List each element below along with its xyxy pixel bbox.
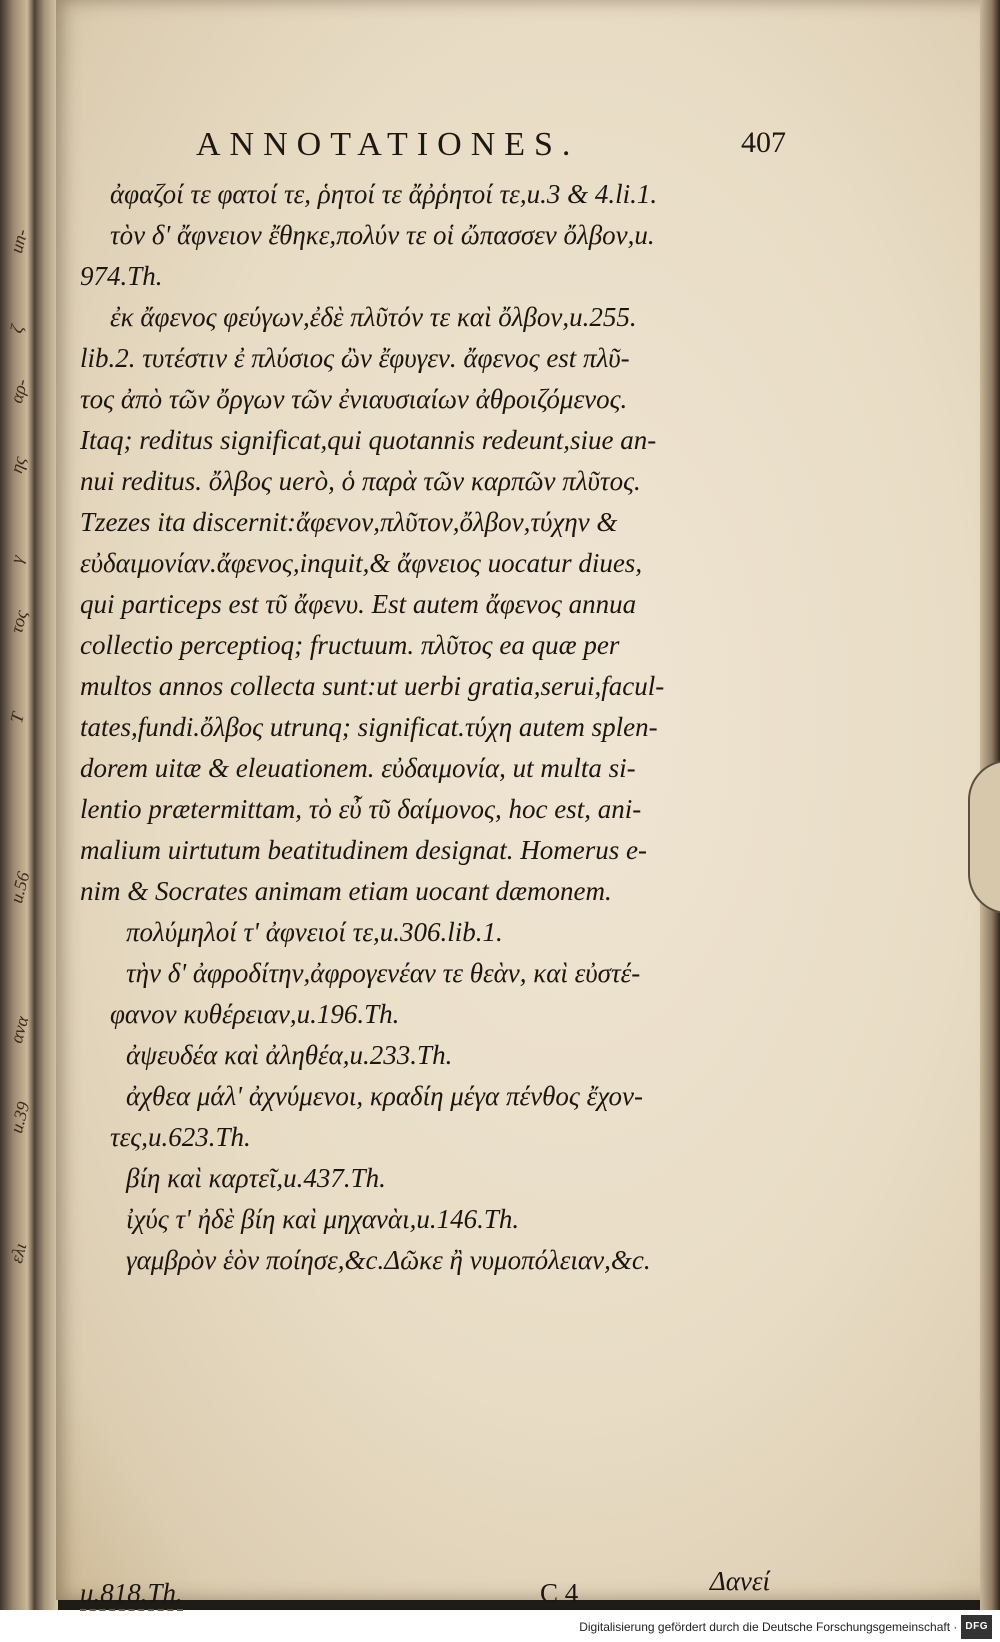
dfg-logo-icon: DFG xyxy=(961,1615,992,1639)
credit-text: Digitalisierung gefördert durch die Deutsche Forschungsgemeinschaft · xyxy=(579,1620,958,1634)
text-line: πολύμηλοί τ' ἀφνειοί τε,u.306.lib.1. xyxy=(126,917,503,947)
text-line: lib.2. τυτέστιν ἐ πλύσιος ὢν ἔφυγεν. ἄφενος est πλῦ- xyxy=(80,343,630,373)
margin-note: ελι xyxy=(6,1240,31,1266)
margin-note: γ xyxy=(6,553,28,566)
margin-note: ης xyxy=(6,454,30,476)
page-clip xyxy=(968,760,1000,914)
margin-note: un- xyxy=(6,226,32,256)
text-line: 974.Th. xyxy=(80,261,163,291)
text-line: qui particeps est τῦ ἄφενυ. Est autem ἄφενος annua xyxy=(80,589,637,619)
text-line: lentio prætermittam, τὸ εὖ τῦ δαίμονος, hoc est, ani- xyxy=(80,794,642,824)
signature-mark: C 4 xyxy=(540,1578,579,1608)
margin-note: ζ xyxy=(6,322,28,336)
margin-note: u.39 xyxy=(6,1099,34,1136)
text-line: collectio perceptioq; fructuum. πλῦτος ea quæ per xyxy=(80,630,620,660)
text-line: γαμβρὸν ἑὸν ποίησε,&c.Δῶκε ἢ νυμοπόλειαν,&c. xyxy=(126,1245,651,1275)
catchword: Δανεί xyxy=(709,1566,770,1596)
text-line: τὸν δ' ἄφνειον ἔθηκε,πολύν τε οἱ ὤπασσεν ὄλβον,u. xyxy=(110,220,655,250)
page-footer xyxy=(80,1566,770,1618)
text-line: ἀφαζοί τε φατοί τε, ῥητοί τε ἄῤῥητοί τε,u.3 & 4.li.1. xyxy=(110,179,658,209)
running-title: ANNOTATIONES. xyxy=(196,126,580,163)
book-gutter xyxy=(34,0,58,1610)
margin-note: αρ- xyxy=(6,376,32,406)
facing-page-edge xyxy=(0,0,34,1610)
text-line: τὴν δ' ἀφροδίτην,ἀφρογενέαν τε θεὰν, καὶ εὐστέ- xyxy=(126,958,641,988)
text-line: εὐδαιμονίαν.ἄφενος,inquit,& ἄφνειος uocatur diues, xyxy=(80,548,643,578)
margin-note: ανα xyxy=(6,1014,33,1046)
text-line: τος ἀπὸ τῶν ὄργων τῶν ἐνιαυσιαίων ἀθροιζόμενος. xyxy=(80,384,628,414)
text-line: multos annos collecta sunt:ut uerbi gratia,serui,facul- xyxy=(80,671,665,701)
margin-note: u.56 xyxy=(6,869,34,906)
signature-line: u.818.Th. xyxy=(80,1578,183,1611)
page-number: 407 xyxy=(741,126,786,159)
text-line: Itaq; reditus significat,qui quotannis redeunt,siue an- xyxy=(80,425,657,455)
text-line: nim & Socrates animam etiam uocant dæmonem. xyxy=(80,876,612,906)
text-line: ἀψευδέα καὶ ἀληθέα,u.233.Th. xyxy=(126,1040,453,1070)
text-line: dorem uitæ & eleuationem. εὐδαιμονία, ut multa si- xyxy=(80,753,636,783)
text-line: τες,u.623.Th. xyxy=(110,1122,251,1152)
text-line: malium uirtutum beatitudinem designat. Homerus e- xyxy=(80,835,647,865)
text-line: φανον κυθέρειαν,u.196.Th. xyxy=(110,999,400,1029)
text-line: nui reditus. ὄλβος uerò, ὁ παρὰ τῶν καρπῶν πλῦτος. xyxy=(80,466,641,496)
text-line: ἐκ ἄφενος φεύγων,ἐδὲ πλῦτόν τε καὶ ὄλβον,u.255. xyxy=(110,302,637,332)
margin-note: T xyxy=(6,710,28,726)
margin-note: τος xyxy=(6,608,32,636)
page-header xyxy=(196,126,786,174)
text-line: βίη καὶ καρτεῖ,u.437.Th. xyxy=(126,1163,386,1193)
text-line: Tzezes ita discernit:ἄφενον,πλῦτον,ὄλβον,τύχην & xyxy=(80,507,618,537)
text-line: ἀχθεα μάλ' ἀχνύμενοι, κραδίη μέγα πένθος ἔχον- xyxy=(126,1081,644,1111)
digitization-credit xyxy=(579,1616,992,1638)
text-line: tates,fundi.ὄλβος utrunq; significat.τύχη autem splen- xyxy=(80,712,658,742)
body-text xyxy=(80,174,770,1281)
text-line: ἰχύς τ' ἠδὲ βίη καὶ μηχανὰι,u.146.Th. xyxy=(126,1204,520,1234)
